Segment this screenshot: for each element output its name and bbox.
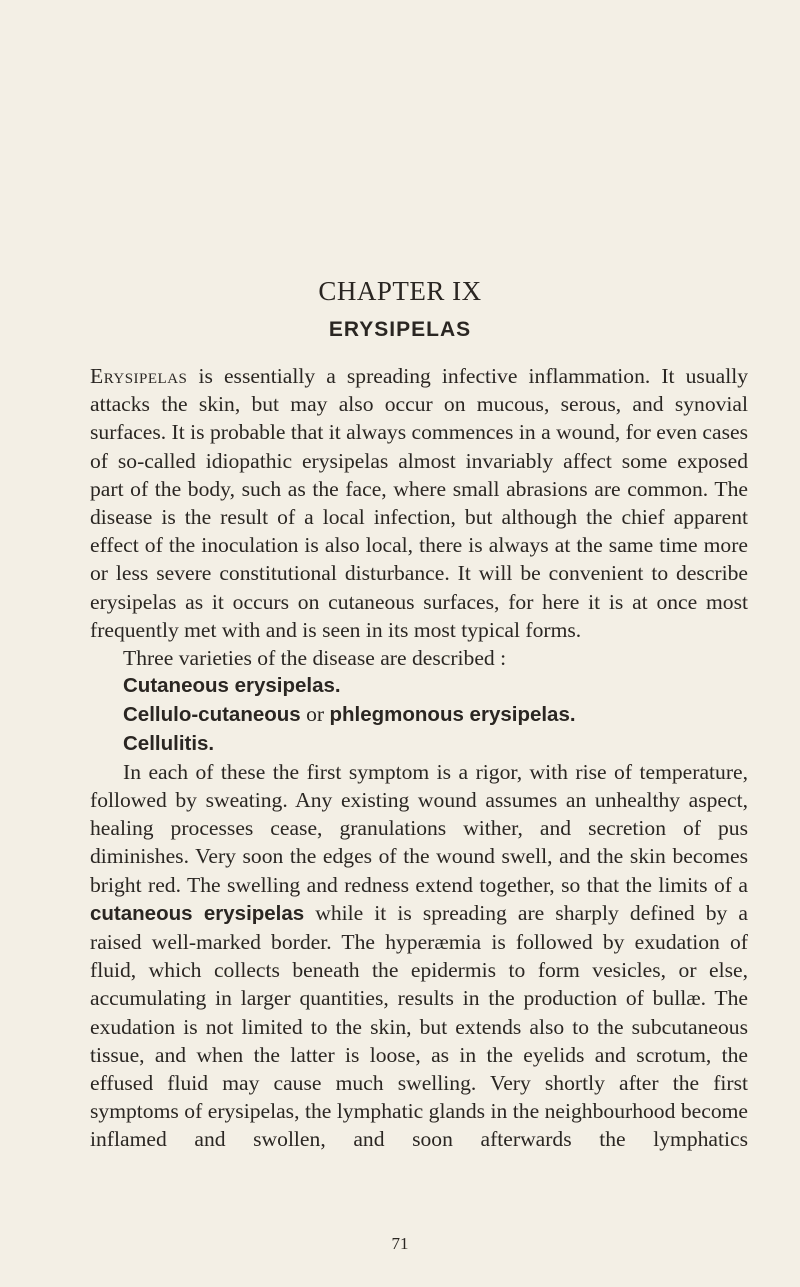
paragraph-varieties: Three varieties of the disease are described : bbox=[123, 646, 507, 671]
inline-term: cutaneous erysipelas bbox=[90, 901, 305, 925]
page-number: 71 bbox=[391, 1234, 409, 1253]
paragraph-symptoms-b: while it is spreading are sharply defined by a raised well-marked border. The hyperæmia is followed by exudation of fluid, which collects beneath the epidermis to form vesicles, or else, accumulating in larger quantities, results in the production of bullæ. The exudation is not limited to the skin, but extends also to the subcutaneous tissue, and when the latter is loose, as in the eyelids and scrotum, the effused fluid may cause much swelling. Very shortly after the first symptoms of erysipelas, the lymphatic glands in the neighbourhood become inflamed and swollen, and soon afterwards the lymphatics bbox=[90, 900, 748, 1152]
variety-phlegmonous-a: Cellulo-cutaneous bbox=[123, 703, 301, 727]
paragraph-intro bbox=[90, 362, 748, 644]
variety-phlegmonous-b: phlegmonous erysipelas. bbox=[329, 703, 576, 727]
variety-or: or bbox=[300, 702, 330, 727]
lead-word: Erysipelas bbox=[90, 364, 188, 388]
body-text bbox=[90, 362, 748, 1154]
variety-phlegmonous bbox=[90, 700, 748, 729]
variety-cellulitis: Cellulitis. bbox=[123, 731, 215, 755]
chapter-heading: CHAPTER IX bbox=[318, 276, 482, 306]
paragraph-symptoms bbox=[90, 758, 748, 1154]
chapter-title: ERYSIPELAS bbox=[328, 318, 472, 341]
paragraph-intro-text: is essentially a spreading infective inflammation. It usually attacks the skin, but may also occur on mucous, serous, and synovial surfaces. It is probable that it always commences in a wound, for even cases of so-called idiopathic erysipelas almost invariably affect some exposed part of the body, such as the face, where small abrasions are common. The disease is the result of a local infection, but although the chief apparent effect of the inoculation is also local, there is always at the same time more or less severe constitutional disturbance. It will be convenient to describe erysipelas as it occurs on cutaneous surfaces, for here it is at once most frequently met with and is seen in its most typical forms. bbox=[90, 364, 748, 642]
paragraph-symptoms-a: In each of these the first symptom is a rigor, with rise of temperature, followed by sweating. Any existing wound assumes an unhealthy aspect, healing processes cease, granulations wither, and secretion of pus diminishes. Very soon the edges of the wound swell, and the skin becomes bright red. The swelling and redness extend together, so that the limits of a bbox=[90, 759, 748, 897]
variety-cutaneous: Cutaneous erysipelas. bbox=[123, 674, 341, 698]
